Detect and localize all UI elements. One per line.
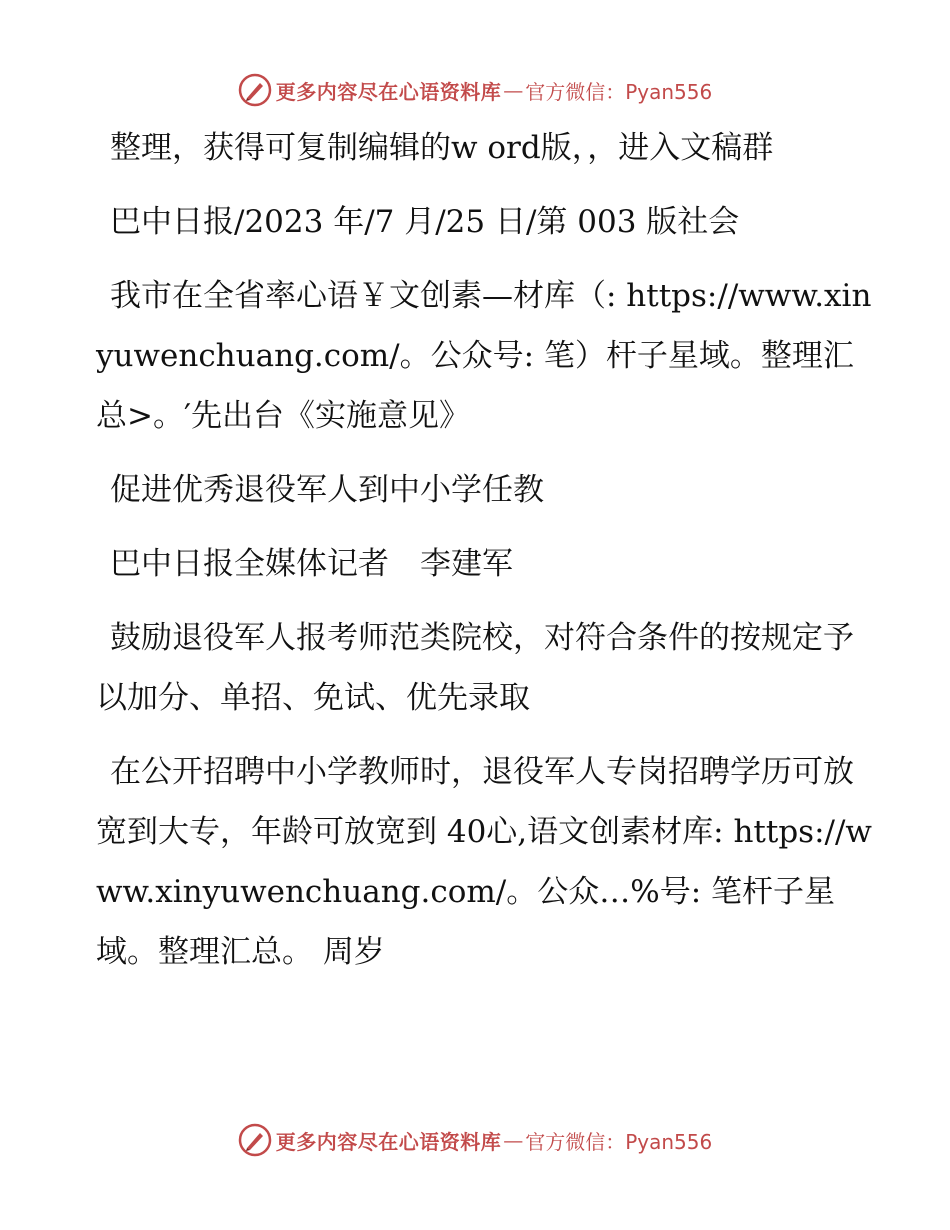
watermark-contact: 官方微信：Pyan556	[525, 79, 713, 104]
paragraph-policy-1: 鼓励退役军人报考师范类院校，对符合条件的按规定予以加分、单招、免试、优先录取	[96, 620, 854, 716]
paragraph-byline: 巴中日报全媒体记者 李建军	[110, 546, 513, 582]
paragraph-source: 巴中日报/2023 年/7 月/25 日/第 003 版社会	[110, 204, 740, 240]
watermark-text: 更多内容尽在心语资料库	[275, 79, 502, 104]
watermark-separator: —	[503, 1128, 524, 1152]
header-watermark	[0, 68, 950, 112]
watermark-separator: —	[503, 78, 524, 102]
watermark-text: 更多内容尽在心语资料库	[275, 1129, 502, 1154]
watermark-contact: 官方微信：Pyan556	[525, 1129, 713, 1154]
pen-logo-icon	[238, 1123, 272, 1157]
footer-watermark	[0, 1118, 950, 1162]
paragraph-policy-2: 在公开招聘中小学教师时，退役军人专岗招聘学历可放宽到大专，年龄可放宽到 40心,语文创素材库: https://www.xinyuwenchuang.com/。公众…%号: 笔杆子星域。整理汇总。 周岁	[96, 754, 872, 970]
paragraph-headline: 我市在全省率心语￥文创素—材库（: https://www.xinyuwenchuang.com/。公众号: 笔）杆子星域。整理汇总>。′先出台《实施意见》	[96, 278, 872, 434]
paragraph-subheadline: 促进优秀退役军人到中小学任教	[110, 472, 544, 508]
document-body	[96, 118, 876, 996]
paragraph-intro: 整理，获得可复制编辑的w ord版，，进入文稿群	[110, 130, 774, 166]
pen-logo-icon	[238, 73, 272, 107]
